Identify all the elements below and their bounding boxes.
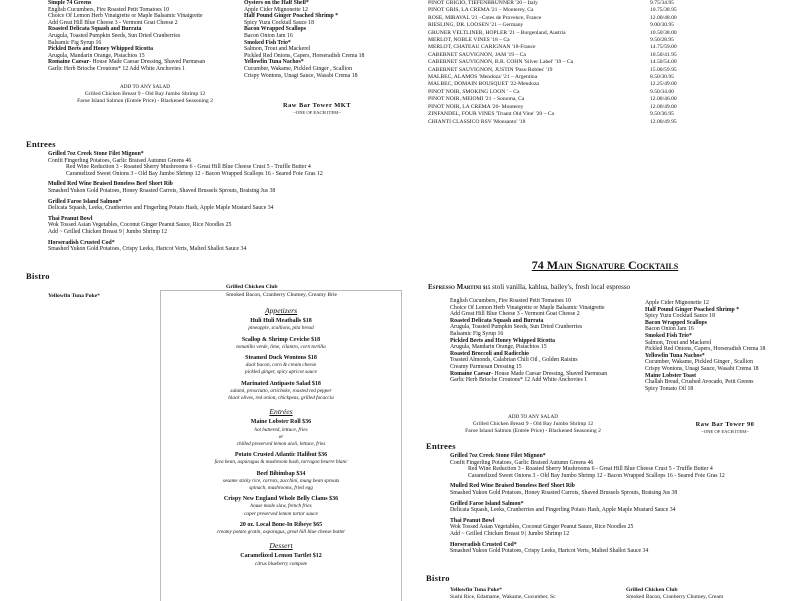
item-desc: creamy potato gratin, asparagus, great hill blue cheese butter [216,529,346,536]
salads-list [48,0,248,73]
wine-price: 9.75/34.95 [650,0,674,6]
entree-item [450,518,795,538]
menu-item-name: Maine Lobster Toast [645,372,697,379]
add-to-salad-line: Faroe Island Salmon (Entrée Price) - Blackened Seasoning 2 [465,427,601,434]
menu-item-desc: Add Great Hill Blue Cheese 3 - Vermont Goat Cheese 2 [450,311,580,318]
menu-item-desc: - House Made Caesar Dressing, Shaved Parmesan [491,370,608,377]
wine-name: CHIANTI CLASSICO RSV 'Monsanto' '18 [428,118,526,125]
menu-item [450,351,650,364]
wine-name: PINOT GRIS, LA CREMA '21 – Monterey, Ca [428,7,534,14]
wine-row [428,59,768,66]
entree-item [48,240,388,253]
add-to-salad [75,84,215,104]
menu-item-name: Pickled Beets and Honey Whipped Ricotta [48,46,154,53]
menu-item [645,353,800,366]
wine-price: 12.00/49.95 [650,118,677,125]
menu-item-desc: Add Great Hill Blue Cheese 3 - Vermont Goat Cheese 2 [48,19,178,26]
menu-item-desc: Arugula, Toasted Pumpkin Seeds, Sun Dried Cranberries [48,32,181,39]
menu-item-desc: Bacon Onion Jam 16 [244,32,293,39]
wine-price: 9.00/30.95 [650,22,674,29]
menu-item [450,377,650,384]
entree-item [450,483,795,496]
item-desc: pineapple, scallions, pita bread [248,325,314,332]
entrees-heading: Entrees [26,139,56,149]
item-desc: sesame sticky rice, carrots, zucchini, mung bean sprouts [222,477,340,484]
menu-item [48,20,248,27]
espresso-martini-name: Espresso Martini [428,283,482,291]
entree-item [48,199,388,212]
entree-name: Horseradish Crusted Cod* [450,541,517,548]
menu-item-name: Smoked Fish Trio* [244,39,291,46]
bistro-item-desc: Sushi Rice, Edamame, Wakame, Cucumber, Sc [450,594,556,600]
cocktails-title: 74 Main Signature Cocktails [531,258,679,272]
menu-item-desc: Choice Of Lemon Herb Vinaigrette or Maple Balsamic Vinaigrette [48,13,203,20]
wine-name: MERLOT, CHATEAU CARIGNAN '18-France [428,44,536,51]
wine-row [428,7,768,14]
bistro-heading: Bistro [426,573,450,583]
menu-item [645,373,800,386]
menu-item-desc: Apple Cider Mignonette 12 [244,6,308,13]
item-desc: or [278,433,284,440]
grilled-chicken-club: Grilled Chicken Club [626,587,678,593]
add-to-salad-heading: ADD TO ANY SALAD [120,84,170,90]
wine-name: PINOT NOIR, LA CREMA '20- Monterey [428,103,524,110]
item-desc: chilled preserved lemon aioli, lettuce, fries [236,441,326,448]
wine-name: CABERNET SAUVIGNON, JAM '19 – Ca [428,51,526,58]
menu-item-desc: Arugula, Toasted Pumpkin Seeds, Sun Dried Cranberries [450,324,583,331]
menu-item [244,26,394,39]
menu-item-name: Pickled Beets and Honey Whipped Ricotta [450,337,556,344]
grilled-chicken-club-desc: Smoked Bacon, Cranberry Chutney, Cream [626,594,724,600]
entree-name: Mulled Red Wine Braised Boneless Beef Short Rib [450,483,575,490]
entree-desc: Confit Fingerling Potatoes, Garlic Braised Autumn Greens 46 [450,459,594,466]
menu-item [450,318,650,331]
raw-bar-list [645,300,800,392]
menu-item-desc: Spicy Tomato Oil 18 [645,385,694,392]
wine-row [428,119,768,126]
menu-item-desc: Pickled Red Onions, Capers, Horseradish Crema 18 [244,52,365,59]
menu-item [48,59,248,66]
menu-page-top-left [0,0,400,305]
menu-item [244,59,394,72]
raw-bar-tower-title: Raw Bar Tower 90 [695,421,755,428]
raw-bar-tower [262,103,372,117]
menu-item [48,66,248,73]
menu-item-desc: Crispy Wontons, Unagi Sauce, Wasabi Crema 18 [645,365,759,372]
entree-desc: Smashed Yukon Gold Potatoes, Honey Roasted Carrots, Shaved Brussels Sprouts, Braising Jus 38 [450,489,678,496]
appetizer-item [161,337,401,351]
appetizers-section [161,307,401,568]
menu-item [244,73,394,80]
menu-page-bottom-right [410,280,800,600]
menu-item-desc: - House Made Caesar Dressing, Shaved Parmesan [89,59,206,66]
wine-name: ROSE, MIRAVAL '21 –Cotes de Provence, France [428,14,542,21]
menu-item-name: Yellowfin Tuna Nachos* [645,352,705,359]
appetizers-page [160,290,402,601]
item-desc: tomatillo verde, lime, cilantro, corn tortilla [236,343,326,350]
item-name: Beef Bibimbap $34 [256,470,306,477]
entree-item [48,181,388,194]
item-desc: duck bacon, corn & cream cheese [245,362,317,369]
raw-bar-tower-sub: ~ONE OF EACH ITEM~ [701,428,749,434]
wine-list-page [398,0,800,291]
appetizer-item [161,496,401,518]
wine-row [428,96,768,103]
wine-name: MALBEC, DOMAIN BOUSQUET '22-Mendoza [428,81,539,88]
wine-price: 15.00/59.95 [650,66,677,73]
raw-bar-tower-sub: ~ONE OF EACH ITEM~ [293,109,341,115]
raw-bar-tower [665,422,785,436]
entree-desc: Smashed Yukon Gold Potatoes, Crispy Leeks, Haricot Verts, Malted Shallot Sauce 34 [48,246,247,253]
menu-item [450,311,650,318]
menu-item-desc: Bacon Onion Jam 16 [645,326,694,333]
wine-price: 12.00/49.00 [650,103,677,110]
wine-row [428,52,768,59]
wine-name: MERLOT, NOBLE VINES '18 – Ca [428,37,510,44]
menu-item-name: Romaine Caesar [48,59,90,66]
menu-item [450,331,650,338]
wine-price: 9.50/36.95 [650,111,674,118]
menu-item-desc: Spicy Yuzu Cocktail Sauce 18 [645,313,715,320]
menu-item-desc: Cucumber, Wakame, Pickled Ginger , Scallion [244,65,353,72]
menu-item-name: Roasted Broccoli and Radicchio [450,350,529,357]
entree-desc: Red Wine Reduction 3 - Roasted Sherry Mushrooms 6 - Great Hill Blue Cheese Crust 5 - Truffle Butter 4 [66,164,311,171]
item-name: Potato Crusted Atlantic Halibut $36 [234,452,328,459]
appetizer-item [161,381,401,403]
menu-item-desc: Balsamic Fig Syrup 16 [48,39,102,46]
menu-item-desc: Cucumber, Wakame, Pickled Ginger , Scallion [645,359,754,366]
appetizer-item [161,522,401,536]
wine-row [428,22,768,29]
item-name: Scallop & Shrimp Ceviche $18 [241,336,321,343]
menu-item-name: Simple 74 Greens [48,0,92,6]
add-to-salad-line: Grilled Chicken Breast 9 - Old Bay Jumbo Shrimp 12 [84,90,206,97]
menu-item-desc: Choice Of Lemon Herb Vinaigrette or Maple Balsamic Vinaigrette [450,304,605,311]
menu-item [645,346,800,353]
menu-item-desc: Creamy Parmesan Dressing 15 [450,363,522,370]
entree-name: Mulled Red Wine Braised Boneless Beef Short Rib [48,181,173,188]
dessert-heading: Dessert [269,541,293,551]
entree-desc: Add ~ Grilled Chicken Breast 9 | Jumbo Shrimp 12 [450,530,570,537]
appetizer-item [161,471,401,493]
wine-price: 10.75/38.95 [650,7,677,14]
menu-item-name: Half Pound Ginger Poached Shrimp * [244,13,339,20]
menu-item-desc: Garlic Herb Brioche Croutons* 12 Add White Anchovies 1 [450,377,588,384]
menu-item-name: Yellowfin Tuna Nachos* [244,59,304,66]
menu-item-desc: Arugula, Mandarin Orange, Pistachios 15 [450,344,547,351]
appetizer-item [161,419,401,448]
item-name: Marinated Antipasto Salad $18 [241,380,321,387]
wine-row [428,104,768,111]
entree-desc: Delicata Squash, Leeks, Cranberries and Fingerling Potato Hash, Apple Maple Mustard Sauce 34 [450,507,676,514]
item-desc: caper preserved lemon tartar sauce [244,510,318,517]
espresso-martini-price: $15 [482,286,491,291]
appetizer-item [161,355,401,377]
item-name: Crispy New England Whole Belly Clams $36 [223,496,339,503]
entree-item [48,151,388,177]
grilled-chicken-club-desc: Smoked Bacon, Cranberry Chutney, Creamy Brie [226,292,338,298]
menu-item [645,333,800,346]
wine-price: 14.75/59.00 [650,44,677,51]
entree-desc: Add ~ Grilled Chicken Breast 9 | Jumbo Shrimp 12 [48,228,168,235]
wine-name: ZINFANDEL, FOUR VINES 'Truant Old Vine' '20 – Ca [428,111,555,118]
menu-item [645,366,800,373]
entree-name: Horseradish Crusted Cod* [48,239,115,246]
wine-price: 12.00/46.00 [650,96,677,103]
wine-price: 10.50/38.00 [650,29,677,36]
wine-row [428,81,768,88]
add-to-salad-heading: ADD TO ANY SALAD [508,414,558,420]
menu-item [48,0,248,13]
item-name: Steamed Duck Wontons $18 [245,355,317,362]
raw-bar-list [244,0,394,79]
menu-item-desc: Apple Cider Mignonette 12 [645,300,709,306]
item-desc: salami, prosciutto, artichoke, roasted red pepper [230,387,332,394]
entree-name: Grilled 7oz Creek Stone Filet Mignon* [48,151,144,157]
entrees-heading: Entrees [426,441,456,451]
appetizers-heading: Appetizers [264,306,298,315]
wine-price: 12.25/49.00 [650,81,677,88]
wine-row [428,89,768,96]
entree-name: Thai Peanut Bowl [48,215,93,222]
menu-item [645,300,800,307]
wine-price: 9.50/34.00 [650,88,674,95]
menu-item-desc: Challah Bread, Crushed Avocado, Petit Greens [645,379,754,386]
entree-desc: Caramelized Sweet Onions 3 - Old Bay Jumbo Shrimp 12 - Bacon Wrapped Scallops 16 - Seared Foie Gras 12 [66,170,323,177]
menu-item-desc: English Cucumbers, Fire Roasted Petit Tomatoes 10 [450,298,572,304]
menu-item [645,320,800,333]
wine-name: RIESLING, DR. LOOSEN '21 – Germany [428,22,524,29]
item-name: Huli Huli Meatballs $18 [250,318,312,325]
wine-price: 12.00/48.00 [650,14,677,21]
entrees-list [48,151,388,257]
menu-item [48,40,248,47]
item-desc: pickled ginger, spicy apricot sauce [245,369,317,376]
wine-price: 10.50/41.95 [650,51,677,58]
item-desc: spinach, mushrooms, fried egg [249,485,313,492]
wine-name: CABERNET SAUVIGNON, B.R. COHN 'Silver Label' '19 – Ca [428,59,574,66]
add-to-salad-line: Grilled Chicken Breast 9 - Old Bay Jumbo Shrimp 12 [472,420,594,427]
entree-name: Thai Peanut Bowl [450,517,495,524]
wine-name: CABERNET SAUVIGNON, JUSTIN 'Paso Robles' '19 [428,66,553,73]
item-desc: hot buttered, lettuce, fries [254,426,308,433]
entree-desc: Red Wine Reduction 3 - Roasted Sherry Mushrooms 6 - Great Hill Blue Cheese Crust 5 - Truffle Butter 4 [468,466,713,473]
entree-desc: Caramelized Sweet Onions 3 - Old Bay Jumbo Shrimp 12 - Bacon Wrapped Scallops 16 - Seared Foie Gras 12 [468,472,725,479]
menu-item [450,338,650,351]
entree-name: Grilled Faroe Island Salmon* [48,198,122,205]
menu-item [244,0,394,13]
entree-desc: Delicata Squash, Leeks, Cranberries and Fingerling Potato Hash, Apple Maple Mustard Sauce 34 [48,205,274,212]
menu-item-name: Half Pound Ginger Poached Shrimp * [645,306,740,313]
bistro-item: Yellowfin Tuna Poke* [450,587,502,593]
menu-item [48,13,248,20]
salads-list [450,298,650,384]
wine-list [428,0,768,126]
entrees-list [450,453,795,559]
menu-item-desc: English Cucumbers, Fire Roasted Petit Tomatoes 10 [48,6,170,13]
menu-item-name: Romaine Caesar [450,370,492,377]
wine-row [428,111,768,118]
dessert-desc: citrus blueberry compote [254,560,308,567]
entree-name: Grilled Faroe Island Salmon* [450,500,524,507]
menu-item-name: Roasted Delicata Squash and Burrata [450,317,544,324]
dessert-item: Caramelized Lemon Tartlet $12 [240,553,322,560]
raw-bar-tower-title: Raw Bar Tower MKT [282,102,352,109]
entree-item [450,501,795,514]
item-name: Maine Lobster Roll $36 [250,419,312,426]
item-desc: black olives, red onion, chickpeas, grilled focaccia [228,395,334,402]
add-to-salad-line: Faroe Island Salmon (Entrée Price) - Blackened Seasoning 2 [77,97,213,104]
wine-name: GRUNER VELTLINER, HOPLER '21 – Burgenland, Austria [428,29,566,36]
menu-item-desc: Spicy Yuzu Cocktail Sauce 18 [244,19,314,26]
entree-desc: Smashed Yukon Gold Potatoes, Honey Roasted Carrots, Shaved Brussels Sprouts, Braising Jus 38 [48,187,276,194]
menu-item-desc: Arugula, Mandarin Orange, Pistachios 15 [48,52,145,59]
wine-row [428,74,768,81]
menu-item-desc: Salmon, Trout and Mackerel [244,46,311,53]
menu-item-desc: Salmon, Trout and Mackerel [645,339,712,346]
bistro-item: Yellowfin Tuna Poke* [48,293,100,299]
entree-desc: Confit Fingerling Potatoes, Garlic Braised Autumn Greens 46 [48,157,192,164]
menu-item-name: Roasted Delicata Squash and Burrata [48,26,142,33]
menu-item [645,307,800,320]
menu-item [244,13,394,26]
grilled-chicken-club: Grilled Chicken Club [226,284,278,290]
menu-item [244,40,394,53]
wine-row [428,30,768,37]
entrees-heading: Entrées [269,407,293,417]
menu-item-name: Oysters on the Half Shell* [244,0,309,6]
entree-item [450,453,795,479]
item-desc: house made slaw, french fries [250,503,312,510]
menu-item-desc: Balsamic Fig Syrup 16 [450,330,504,337]
wine-price: 14.50/54.00 [650,59,677,66]
menu-item [450,305,650,312]
item-name: 20 oz. Local Bone-In Ribeye $65 [239,521,323,528]
entree-desc: Smashed Yukon Gold Potatoes, Crispy Leeks, Haricot Verts, Malted Shallot Sauce 34 [450,548,649,555]
entree-name: Grilled 7oz Creek Stone Filet Mignon* [450,453,546,459]
menu-item-desc: Garlic Herb Brioche Croutons* 12 Add White Anchovies 1 [48,65,186,72]
menu-item [48,26,248,39]
wine-row [428,67,768,74]
wine-row [428,44,768,51]
espresso-martini-desc: stoli vanilla, kahlua, bailey's, fresh local espresso [492,283,631,291]
menu-item-desc: Pickled Red Onions, Capers, Horseradish Crema 18 [645,346,766,353]
menu-item [450,298,650,305]
item-desc: fava bean, asparagus & mushroom hash, tarragon beurre blanc [214,459,348,466]
entree-item [450,542,795,555]
appetizer-item [161,452,401,466]
wine-name: PINOT NOIR, MEIOMI '21 – Sonoma, Ca [428,96,525,103]
menu-item-name: Smoked Fish Trio* [645,332,692,339]
wine-name: PINOT GRIGIO, TIEFENBRUNNER '20 – Italy [428,0,538,6]
menu-item-desc: Crispy Wontons, Unagi Sauce, Wasabi Crema 18 [244,72,358,79]
menu-item [450,364,650,371]
appetizer-item [161,318,401,332]
menu-item [450,371,650,378]
wine-row [428,0,768,7]
entree-desc: Wok Tossed Asian Vegetables, Coconut Ginger Peanut Sauce, Rice Noodles 25 [48,222,232,229]
menu-item [244,53,394,60]
entree-item [48,216,388,236]
wine-row [428,37,768,44]
wine-price: 9.50/28.95 [650,37,674,44]
entree-desc: Wok Tossed Asian Vegetables, Coconut Ginger Peanut Sauce, Rice Noodles 25 [450,524,634,531]
bistro-heading: Bistro [26,271,50,281]
wine-row [428,15,768,22]
wine-name: MALBEC, ALAMOS 'Mendoza' '21 – Argentina [428,74,538,81]
wine-price: 8.50/30.95 [650,74,674,81]
add-to-salad [458,414,608,434]
wine-name: PINOT NOIR, SMOKING LOON ' – Ca [428,88,520,95]
menu-item-name: Bacon Wrapped Scallops [244,26,306,33]
menu-item [48,46,248,59]
menu-item-name: Bacon Wrapped Scallops [645,319,707,326]
menu-item [645,386,800,393]
menu-item-desc: Toasted Almonds, Calabrian Chili Oil , Golden Raisins [450,357,578,364]
